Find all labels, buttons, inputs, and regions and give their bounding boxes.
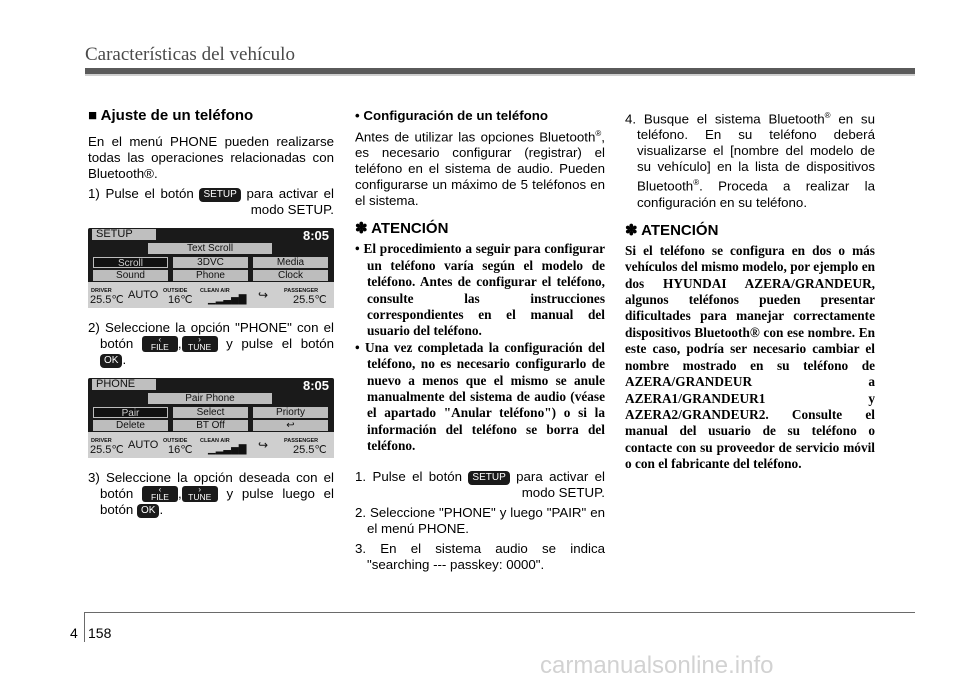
screen-header <box>88 378 334 391</box>
screen-btn-sound: Sound <box>93 270 168 281</box>
step-2-text-a: 2) Seleccione la opción "PHONE" con el botón <box>88 320 334 351</box>
screen-btn-delete: Delete <box>93 420 168 431</box>
driver-temp: 25.5℃ <box>90 444 124 456</box>
screen-header <box>88 228 334 241</box>
chapter-number: 4 <box>70 625 78 641</box>
page-header-title: Características del vehículo <box>85 44 295 65</box>
screen-btn-3dvc: 3DVC <box>173 257 248 268</box>
fan-bars-icon: ▁▂▃▅▇ <box>208 444 247 455</box>
setup-badge: SETUP <box>199 188 240 202</box>
header-rule-shadow <box>85 74 915 76</box>
footer-rule <box>85 612 915 613</box>
attention-title: ✽ ATENCIÓN <box>355 220 449 238</box>
attention-bullet-2: • Una vez completada la configuración del teléfono, no es necesario configurarlo de nuevo a menos que el mismo se anule manualmente del sistema de audio (véase el apartado "Anular teléfono") o si la información del teléfono se borra del teléfono. <box>355 339 605 454</box>
watermark: carmanualsonline.info <box>540 652 774 679</box>
passenger-label: PASSENGER <box>284 288 319 294</box>
step-1-text-b: para activar el modo SETUP. <box>240 186 334 217</box>
tune-button-icon: › TUNE <box>182 486 218 502</box>
airflow-icon: ↪ <box>258 288 269 302</box>
screen-subtitle: Pair Phone <box>148 393 272 404</box>
screen-btn-bt-off: BT Off <box>173 420 248 431</box>
intro-paragraph: En el menú PHONE pueden realizarse todas las operaciones relacionadas con Bluetooth®. <box>88 134 334 181</box>
step-2-text-b: y pulse el botón <box>217 336 334 351</box>
ok-badge: OK <box>137 504 159 518</box>
attention-bullet-1: • El procedimiento a seguir para configurar un teléfono varía según el modelo de teléfono. Antes de configurar el teléfono, consulte las instrucciones correspondientes en el manual del usuario del teléfono. <box>355 241 605 339</box>
pair-step-4 <box>625 108 875 211</box>
screen-btn-select: Select <box>173 407 248 418</box>
fan-bars-icon: ▁▂▃▅▇ <box>208 294 247 305</box>
pair-step-1 <box>355 469 605 501</box>
attention-text: Si el teléfono se configura en dos o más vehículos del mismo modelo, por ejemplo en dos HYUNDAI AZERA/GRANDEUR, algunos teléfonos pueden presentar dificultades para manejar correctamente dispositivos Bluetooth® con ese nombre. En este caso, podría ser necesario cambiar el nombre mostrado en su teléfono de AZERA/GRANDEUR a AZERA1/GRANDEUR1 y AZERA2/GRANDEUR2. Consulte el manual del usuario de su teléfono o contacte con su proveedor de servicio móvil o con el fabricante del teléfono. <box>625 242 875 472</box>
screen-btn-back-icon: ↩ <box>253 420 328 431</box>
phone-screen <box>88 378 334 458</box>
step-2-end: . <box>122 352 127 367</box>
driver-label: DRIVER <box>91 288 112 294</box>
clean-air-label: CLEAN AIR <box>200 438 230 444</box>
screen-btn-clock: Clock <box>253 270 328 281</box>
step-2-sep: , <box>177 336 182 351</box>
outside-label: OUTSIDE <box>163 438 188 444</box>
driver-temp: 25.5℃ <box>90 294 124 306</box>
screen-btn-pair: Pair <box>93 407 168 418</box>
screen-btn-priority: Priorty <box>253 407 328 418</box>
passenger-temp: 25.5℃ <box>293 444 327 456</box>
step-3-end: . <box>159 502 164 517</box>
climate-mode: AUTO <box>128 289 159 301</box>
pair-step-1-a: 1. Pulse el botón <box>355 468 469 484</box>
step-1-text-a: 1) Pulse el botón <box>88 186 200 201</box>
screen-time: 8:05 <box>302 378 329 393</box>
step-3-text-a: 3) Seleccione la opción deseada con el botón <box>88 470 334 501</box>
airflow-icon: ↪ <box>258 438 269 452</box>
screen-tab: PHONE <box>92 379 156 390</box>
footer-divider <box>84 612 85 642</box>
setup-badge: SETUP <box>468 471 509 485</box>
column-2 <box>355 108 605 573</box>
clean-air-label: CLEAN AIR <box>200 288 230 294</box>
attention-title: ✽ ATENCIÓN <box>625 221 719 239</box>
outside-temp: 16℃ <box>168 444 193 456</box>
outside-temp: 16℃ <box>168 294 193 306</box>
passenger-temp: 25.5℃ <box>293 294 327 306</box>
page-number: 158 <box>88 625 112 641</box>
step-3 <box>88 470 334 518</box>
screen-btn-media: Media <box>253 257 328 268</box>
outside-label: OUTSIDE <box>163 288 188 294</box>
config-title: • Configuración de un teléfono <box>355 108 549 123</box>
section-title: ■ Ajuste de un teléfono <box>88 107 254 124</box>
screen-time: 8:05 <box>302 228 329 243</box>
passenger-label: PASSENGER <box>284 438 319 444</box>
file-button-icon: ‹ FILE <box>142 486 178 502</box>
column-3 <box>625 108 875 473</box>
setup-screen <box>88 228 334 308</box>
config-intro-a: Antes de utilizar las opciones Bluetooth <box>355 129 596 145</box>
screen-btn-scroll: Scroll <box>93 257 168 268</box>
reg-mark: ® <box>693 178 700 188</box>
climate-bar <box>88 432 334 458</box>
tune-button-icon: › TUNE <box>182 336 218 352</box>
reg-mark: ® <box>824 111 831 120</box>
step-3-sep: , <box>178 486 182 501</box>
reg-mark: ® <box>595 129 602 138</box>
step-1 <box>88 186 334 218</box>
ok-badge: OK <box>100 354 122 368</box>
screen-subtitle: Text Scroll <box>148 243 272 254</box>
step-2 <box>88 320 334 368</box>
config-intro <box>355 126 605 209</box>
climate-mode: AUTO <box>128 439 159 451</box>
climate-bar <box>88 282 334 308</box>
pair-step-2: 2. Seleccione "PHONE" y luego "PAIR" en el menú PHONE. <box>355 504 605 536</box>
file-button-icon: ‹ FILE <box>142 336 178 352</box>
driver-label: DRIVER <box>91 438 112 444</box>
config-intro-b: , es necesario configurar (registrar) el teléfono en el sistema de audio. Pueden configurarse un máximo de 5 teléfonos en el sistema. <box>355 129 605 209</box>
pair-step-1-b: para activar el modo SETUP. <box>509 468 605 500</box>
screen-btn-phone: Phone <box>173 270 248 281</box>
screen-tab: SETUP <box>92 229 156 240</box>
pair-step-4-c: . Proceda a realizar la configuración en su teléfono. <box>637 178 875 210</box>
pair-step-4-b: en su teléfono. En su teléfono deberá visualizarse el [nombre del modelo de su vehículo] en la lista de dispositivos Bluetooth <box>637 111 875 194</box>
pair-step-3: 3. En el sistema audio se indica "searching --- passkey: 0000". <box>355 540 605 572</box>
step-3-text-b: y pulse luego el botón <box>100 486 334 517</box>
pair-step-4-a: 4. Busque el sistema Bluetooth <box>625 111 825 127</box>
column-1 <box>88 108 334 518</box>
